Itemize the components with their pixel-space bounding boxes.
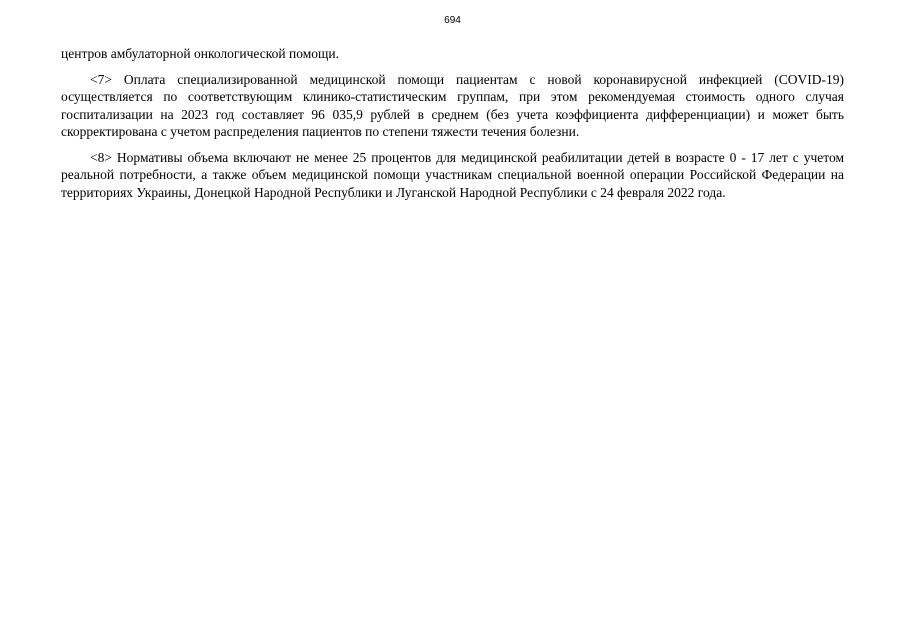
footnote-8: <8> Нормативы объема включают не менее 25 процентов для медицинской реабилитации детей в возрасте 0 - 17 лет с учетом реальной потребности, а также объем медицинской помощи участникам специальной военной операции Российской Федерации на территориях Украины, Донецкой Народной Республики и Луганской Народной Республики с 24 февраля 2022 года.: [61, 149, 844, 200]
footnote-7: <7> Оплата специализированной медицинской помощи пациентам с новой коронавирусной инфекцией (COVID-19) осуществляется по соответствующим клинико-статистическим группам, при этом рекомендуемая стоимость одного случая госпитализации на 2023 год составляет 96 035,9 рублей в среднем (без учета коэффициента дифференциации) и может быть скорректирована с учетом распределения пациентов по степени тяжести течения болезни.: [61, 71, 844, 139]
document-body: [61, 45, 844, 209]
page-number: 694: [444, 15, 461, 26]
continuation-paragraph: центров амбулаторной онкологической помощи.: [61, 46, 339, 61]
